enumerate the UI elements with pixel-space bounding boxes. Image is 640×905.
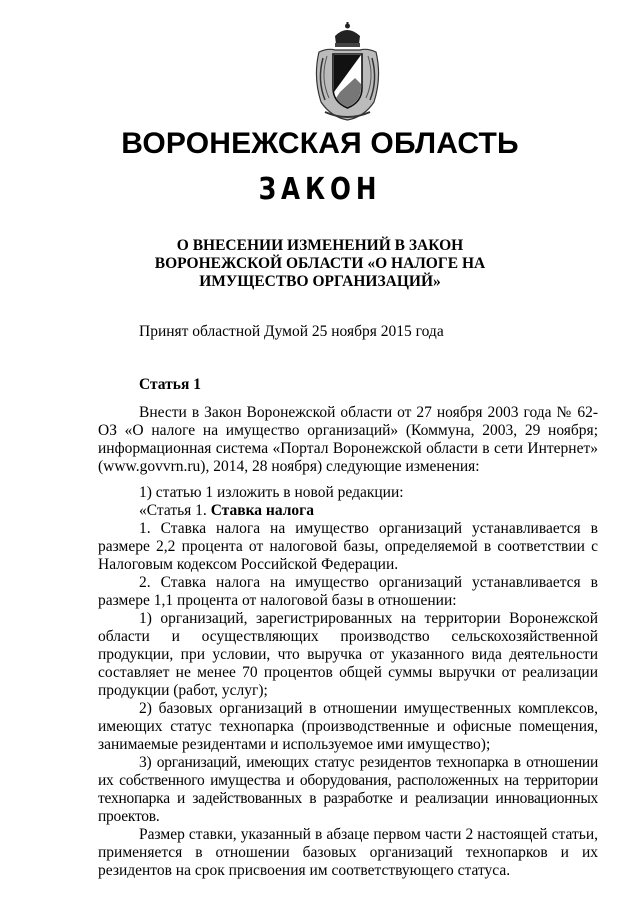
- article-intro: Внести в Закон Воронежской области от 27 ноября 2003 года № 62-ОЗ «О налоге на имущество организаций» (Коммуна, 2003, 29 ноября; информационная система «Портал Воронежской области в сети Интернет» (www.govvrn.ru), 2014, 28 ноября) следующие изменения:: [98, 404, 598, 475]
- law-title: [150, 237, 490, 291]
- subitem-2: 2) базовых организаций в отношении имущественных комплексов, имеющих статус технопарка (производственные и офисные помещения, занимаемые резидентами и используемое ими имущество);: [98, 700, 598, 753]
- law-title-line: ИМУЩЕСТВО ОРГАНИЗАЦИЙ»: [199, 273, 441, 290]
- new-article-title: Ставка налога: [210, 502, 314, 519]
- adoption-date: Принят областной Думой 25 ноября 2015 года: [139, 323, 444, 340]
- new-article-heading: [98, 502, 598, 520]
- region-heading: ВОРОНЕЖСКАЯ ОБЛАСТЬ: [121, 127, 519, 160]
- item-1: 1) статью 1 изложить в новой редакции:: [139, 484, 404, 501]
- document-type-heading: ЗАКОН: [258, 172, 382, 207]
- article-heading: Статья 1: [139, 376, 201, 393]
- part-2: 2. Ставка налога на имущество организаций устанавливается в размере 1,1 процента от налоговой базы в отношении:: [98, 574, 598, 609]
- subitem-3: 3) организаций, имеющих статус резидентов технопарка в отношении их собственного имущества и оборудования, расположенных на территории технопарка и задействованных в разработке и реализации инновационных проектов.: [98, 754, 598, 825]
- law-title-line: ВОРОНЕЖСКОЙ ОБЛАСТИ «О НАЛОГЕ НА: [154, 255, 486, 272]
- coat-of-arms-emblem: [305, 22, 390, 122]
- law-title-line: О ВНЕСЕНИИ ИЗМЕНЕНИЙ В ЗАКОН: [176, 237, 464, 254]
- new-article-prefix: «Статья 1.: [139, 502, 207, 519]
- article-body: [98, 376, 598, 880]
- subitem-1: 1) организаций, зарегистрированных на территории Воронежской области и осуществляющих производство сельскохозяйственной продукции, при условии, что выручка от указанного вида деятельности составляет не менее 70 процентов общей суммы выручки от реализации продукции (работ, услуг);: [98, 610, 598, 699]
- closing-paragraph: Размер ставки, указанный в абзаце первом части 2 настоящей статьи, применяется в отношении базовых организаций технопарков и их резидентов на срок присвоения им соответствующего статуса.: [98, 826, 598, 879]
- part-1: 1. Ставка налога на имущество организаций устанавливается в размере 2,2 процента от налоговой базы, определяемой в соответствии с Налоговым кодексом Российской Федерации.: [98, 520, 598, 573]
